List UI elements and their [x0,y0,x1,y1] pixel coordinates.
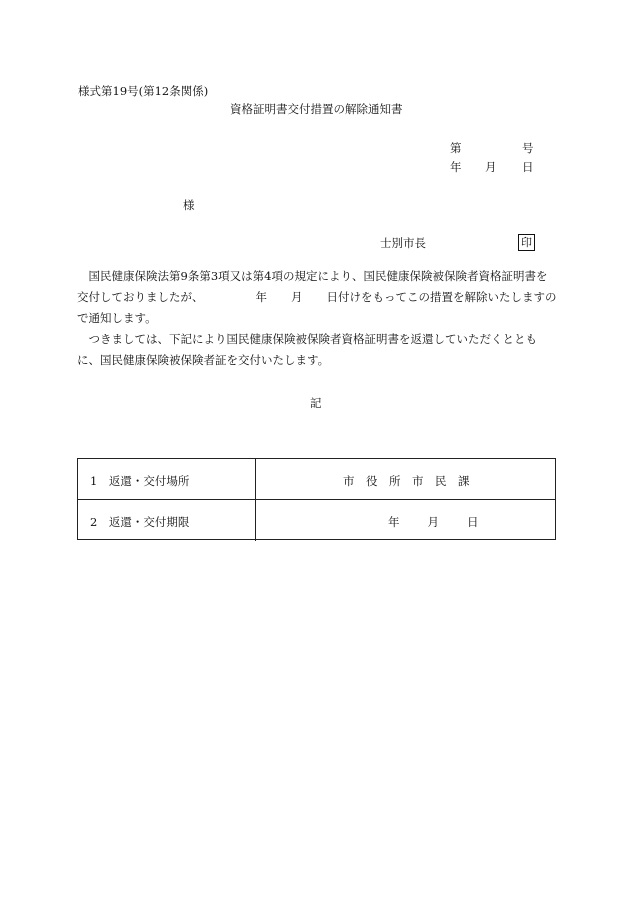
ki-heading: 記 [310,396,322,410]
issue-date-year: 年 [450,160,462,174]
table-row-value: 市 役 所 市 民 課 [343,474,470,488]
body-p1-year: 年 [255,290,267,304]
table-row [78,459,555,500]
issue-number-prefix: 第 [450,141,462,155]
deadline-year: 年 [388,515,400,529]
issuer-name: 士別市長 [380,236,426,250]
document-title: 資格証明書交付措置の解除通知書 [230,102,403,116]
body-text [77,266,557,371]
body-p1-month: 月 [291,290,303,304]
form-number: 様式第19号(第12条関係) [78,84,209,98]
body-paragraph-1 [77,266,557,329]
details-table [77,458,556,540]
table-divider [255,459,256,499]
deadline-month: 月 [427,515,439,529]
issue-number-suffix: 号 [522,141,534,155]
body-paragraph-2: つきましては、下記により国民健康保険被保険者資格証明書を返還していただくとともに、国民健康保険被保険者証を交付いたします。 [77,332,537,367]
table-row-date [388,514,479,530]
table-row-label: 1 返還・交付場所 [90,474,190,488]
table-row [78,500,555,541]
seal-label: 印 [521,236,532,249]
issue-date-day: 日 [522,160,534,174]
deadline-day: 日 [467,515,479,529]
issue-date-month: 月 [485,160,497,174]
body-p1-part-b: 日付けをもってこの措置を解除いたしますので通知します。 [77,290,557,325]
table-row-label: 2 返還・交付期限 [90,515,190,529]
seal-mark [518,234,535,251]
addressee-honorific: 様 [183,198,195,212]
body-p1-part-a: 国民健康保険法第9条第3項又は第4項の規定により、国民健康保険被保険者資格証明書を交付しておりましたが、 [77,269,548,304]
table-divider [255,500,256,541]
